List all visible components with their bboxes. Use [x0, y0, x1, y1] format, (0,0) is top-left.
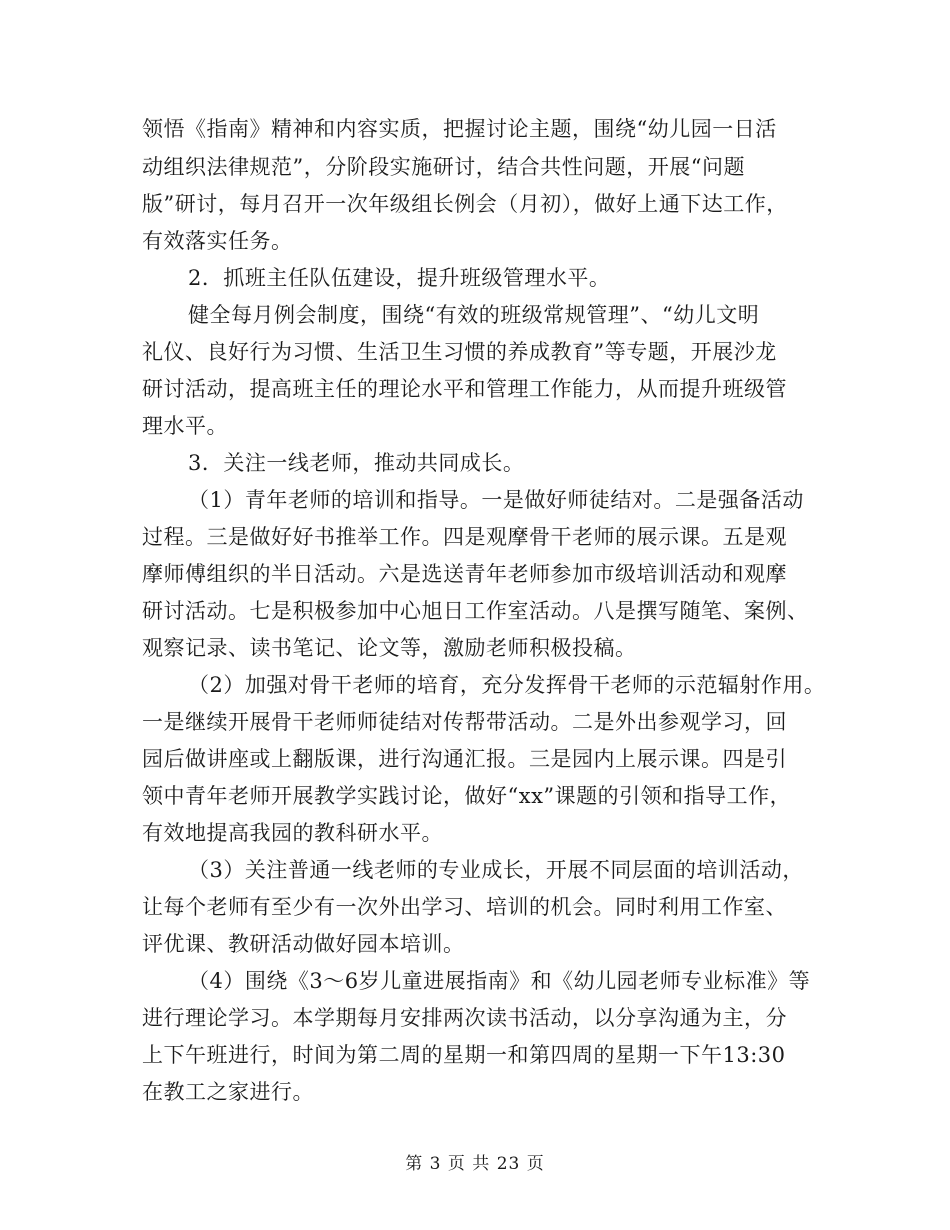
body-text-line: 一是继续开展骨干老师师徒结对传帮带活动。二是外出参观学习，回: [142, 710, 787, 734]
body-text-line: 领悟《指南》精神和内容实质，把握讨论主题，围绕“幼儿园一日活: [142, 117, 777, 141]
body-text-line: 过程。三是做好好书推举工作。四是观摩骨干老师的展示课。五是观: [142, 525, 787, 549]
body-text-line: 观察记录、读书笔记、论文等，激励老师积极投稿。: [142, 636, 637, 660]
section-heading: 3．关注一线老师，推动共同成长。: [188, 451, 525, 475]
body-text-line: 动组织法律规范”，分阶段实施研讨，结合共性问题，开展“问题: [142, 155, 745, 179]
body-text-line: （2）加强对骨干老师的培育，充分发挥骨干老师的示范辐射作用。: [188, 673, 826, 697]
body-text-line: （3）关注普通一线老师的专业成长，开展不同层面的培训活动，: [188, 858, 804, 882]
body-text-line: 上下午班进行，时间为第二周的星期一和第四周的星期一下午13:30: [142, 1043, 786, 1067]
body-text-line: （1）青年老师的培训和指导。一是做好师徒结对。二是强备活动: [188, 488, 804, 512]
body-text-line: 摩师傅组织的半日活动。六是选送青年老师参加市级培训活动和观摩: [142, 562, 787, 586]
body-text-line: 理水平。: [142, 414, 228, 438]
body-text-line: 版”研讨，每月召开一次年级组长例会（月初），做好上通下达工作，: [142, 192, 788, 216]
body-text-line: 研讨活动。七是积极参加中心旭日工作室活动。八是撰写随笔、案例、: [142, 599, 809, 623]
body-text-line: 园后做讲座或上翻版课，进行沟通汇报。三是园内上展示课。四是引: [142, 747, 787, 771]
body-text-line: 进行理论学习。本学期每月安排两次读书活动，以分享沟通为主，分: [142, 1006, 787, 1030]
body-text-line: 让每个老师有至少有一次外出学习、培训的机会。同时利用工作室、: [142, 895, 787, 919]
body-text-line: 礼仪、良好行为习惯、生活卫生习惯的养成教育”等专题，开展沙龙: [142, 340, 777, 364]
body-text-line: 评优课、教研活动做好园本培训。: [142, 932, 465, 956]
body-text-line: 在教工之家进行。: [142, 1080, 314, 1104]
body-text-line: 有效落实任务。: [142, 229, 293, 253]
body-text-line: 健全每月例会制度，围绕“有效的班级常规管理”、“幼儿文明: [188, 303, 760, 327]
section-heading: 2．抓班主任队伍建设，提升班级管理水平。: [188, 266, 611, 290]
body-text-line: 研讨活动，提高班主任的理论水平和管理工作能力，从而提升班级管: [142, 377, 787, 401]
page-number-footer: 第 3 页 共 23 页: [405, 1154, 545, 1174]
body-text-line: 领中青年老师开展教学实践讨论，做好“xx”课题的引领和指导工作，: [142, 784, 792, 808]
body-text-line: 有效地提高我园的教科研水平。: [142, 821, 443, 845]
body-text-line: （4）围绕《3～6岁儿童进展指南》和《幼儿园老师专业标准》等: [188, 969, 811, 993]
